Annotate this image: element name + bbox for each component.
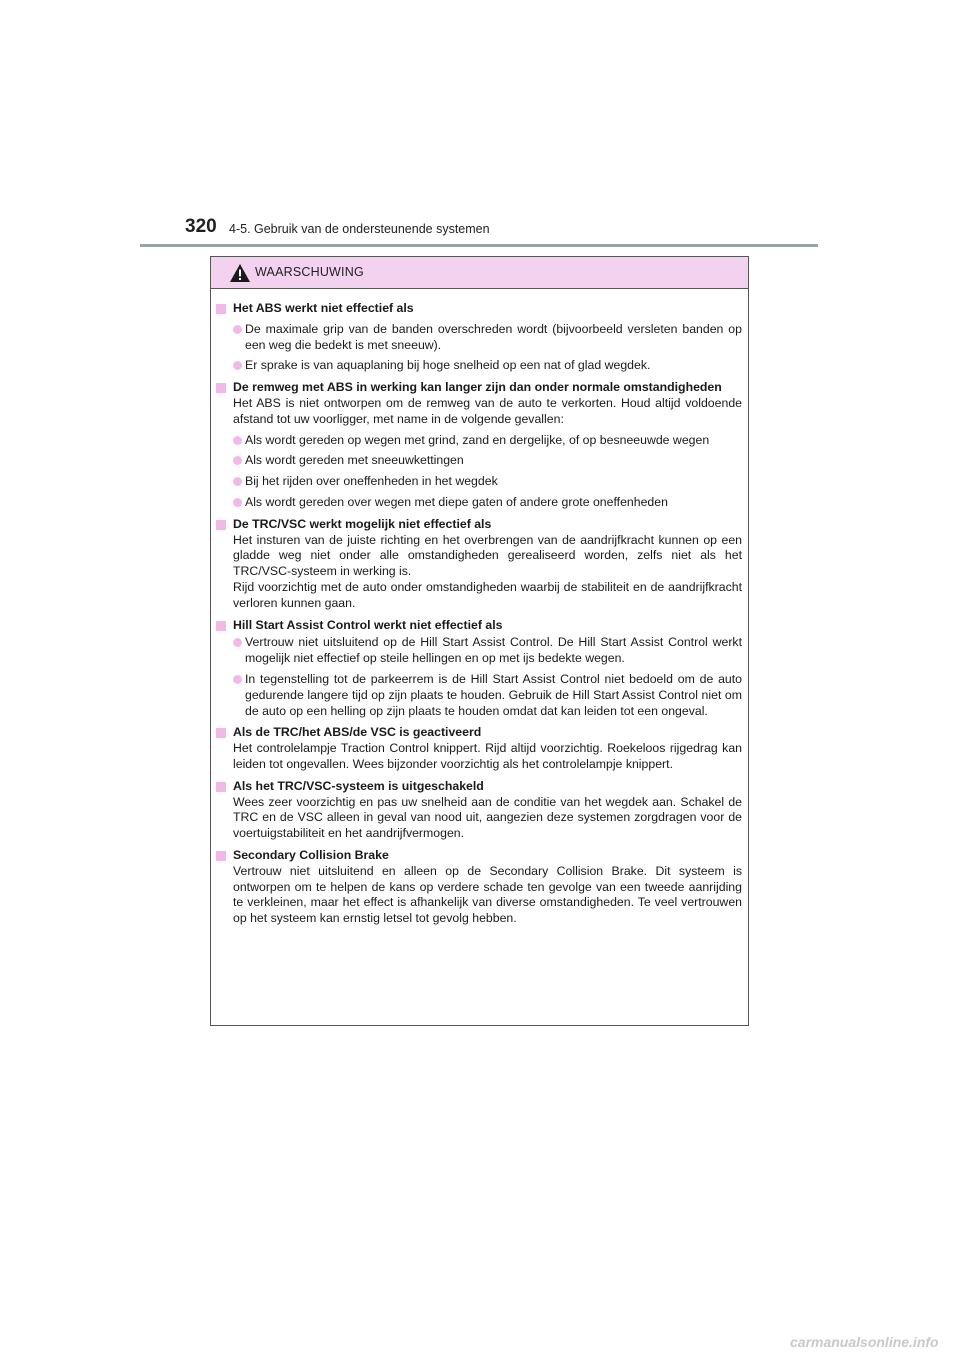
item-text: Rijd voorzichtig met de auto onder omstandigheden waarbij de stabiliteit en de aandrijfkracht verloren kunnen gaan. xyxy=(233,579,742,610)
list-item xyxy=(233,433,742,449)
warning-box xyxy=(210,256,749,1026)
warning-item xyxy=(216,779,742,842)
warning-title: WAARSCHUWING xyxy=(255,265,364,279)
page-number: 320 xyxy=(185,216,217,237)
list-item xyxy=(233,322,742,354)
item-text: Vertrouw niet uitsluitend en alleen op de Secondary Collision Brake. Dit systeem is ontworpen om te helpen de kans op verdere schade ten gevolge van een tweede aanrijding te verkleinen, maar het effect is afhankelijk van diverse omstandigheden. Te veel vertrouwen op het systeem kan ernstig letsel tot gevolg hebben. xyxy=(233,863,742,926)
list-item xyxy=(233,672,742,719)
list-item-text: De maximale grip van de banden overschreden wordt (bijvoorbeeld versleten banden op een weg die bedekt is met sneeuw). xyxy=(245,321,742,352)
round-bullet-icon xyxy=(233,456,242,465)
round-bullet-icon xyxy=(233,361,242,370)
item-title: Als de TRC/het ABS/de VSC is geactiveerd xyxy=(233,725,482,740)
item-title: Secondary Collision Brake xyxy=(233,847,389,862)
warning-triangle-icon xyxy=(229,263,251,283)
item-text: Wees zeer voorzichtig en pas uw snelheid aan de conditie van het wegdek aan. Schakel de TRC en de VSC alleen in geval van nood uit, aangezien deze systemen zorgdragen voor de voertuigstabiliteit en het aandrijfvermogen. xyxy=(233,794,742,841)
round-bullet-icon xyxy=(233,325,242,334)
warning-item xyxy=(216,848,742,927)
watermark: carmanualsonline.info xyxy=(790,1334,939,1350)
round-bullet-icon xyxy=(233,477,242,486)
warning-item xyxy=(216,301,742,374)
item-text: Het controlelampje Traction Control knippert. Rijd altijd voorzichtig. Roekeloos rijgedrag kan leiden tot ongevallen. Wees bijzonder voorzichtig als het controlelampje knippert. xyxy=(233,741,742,771)
warning-item xyxy=(216,725,742,772)
round-bullet-icon xyxy=(233,436,242,445)
item-text: Het ABS is niet ontworpen om de remweg van de auto te verkorten. Houd altijd voldoende afstand tot uw voorligger, met name in de volgende gevallen: xyxy=(233,395,742,426)
list-item xyxy=(233,358,742,374)
square-bullet-icon xyxy=(216,851,226,861)
round-bullet-icon xyxy=(233,498,242,507)
list-item xyxy=(233,495,742,511)
item-title: De TRC/VSC werkt mogelijk niet effectief als xyxy=(233,516,492,531)
item-title: Hill Start Assist Control werkt niet effectief als xyxy=(233,617,503,632)
round-bullet-icon xyxy=(233,675,242,684)
square-bullet-icon xyxy=(216,520,226,530)
warning-body xyxy=(211,289,748,927)
list-item-text: Als wordt gereden op wegen met grind, zand en dergelijke, of op besneeuwde wegen xyxy=(245,432,710,447)
square-bullet-icon xyxy=(216,782,226,792)
item-title: De remweg met ABS in werking kan langer zijn dan onder normale omstandigheden xyxy=(233,380,722,395)
square-bullet-icon xyxy=(216,304,226,314)
square-bullet-icon xyxy=(216,621,226,631)
section-title: 4-5. Gebruik van de ondersteunende systemen xyxy=(229,222,490,236)
list-item xyxy=(233,635,742,667)
square-bullet-icon xyxy=(216,728,226,738)
warning-header xyxy=(211,257,748,289)
warning-item xyxy=(216,618,742,720)
warning-item xyxy=(216,517,742,612)
list-item-text: Als wordt gereden met sneeuwkettingen xyxy=(245,453,464,468)
list-item-text: Er sprake is van aquaplaning bij hoge snelheid op een nat of glad wegdek. xyxy=(245,358,651,373)
round-bullet-icon xyxy=(233,638,242,647)
list-item-text: Bij het rijden over oneffenheden in het wegdek xyxy=(245,474,498,489)
list-item-text: In tegenstelling tot de parkeerrem is de Hill Start Assist Control niet bedoeld om de auto gedurende langere tijd op zijn plaats te houden. Gebruik de Hill Start Assist Control niet om de auto op een helling op zijn plaats te houden omdat dat kan leiden tot een ongeval. xyxy=(245,671,742,718)
warning-item xyxy=(216,380,742,511)
list-item xyxy=(233,453,742,469)
list-item-text: Vertrouw niet uitsluitend op de Hill Start Assist Control. De Hill Start Assist Control werkt mogelijk niet effectief op steile hellingen en op met ijs bedekte wegen. xyxy=(245,635,742,666)
header-rule xyxy=(140,244,818,247)
item-title: Het ABS werkt niet effectief als xyxy=(233,301,414,315)
item-title: Als het TRC/VSC-systeem is uitgeschakeld xyxy=(233,778,484,793)
list-item xyxy=(233,474,742,490)
item-text: Het insturen van de juiste richting en het overbrengen van de aandrijfkracht kunnen op een gladde weg niet onder alle omstandigheden gerealiseerd worden, zelfs niet als het TRC/VSC-systeem in werking is. xyxy=(233,532,742,579)
square-bullet-icon xyxy=(216,383,226,393)
list-item-text: Als wordt gereden over wegen met diepe gaten of andere grote oneffenheden xyxy=(245,494,668,509)
